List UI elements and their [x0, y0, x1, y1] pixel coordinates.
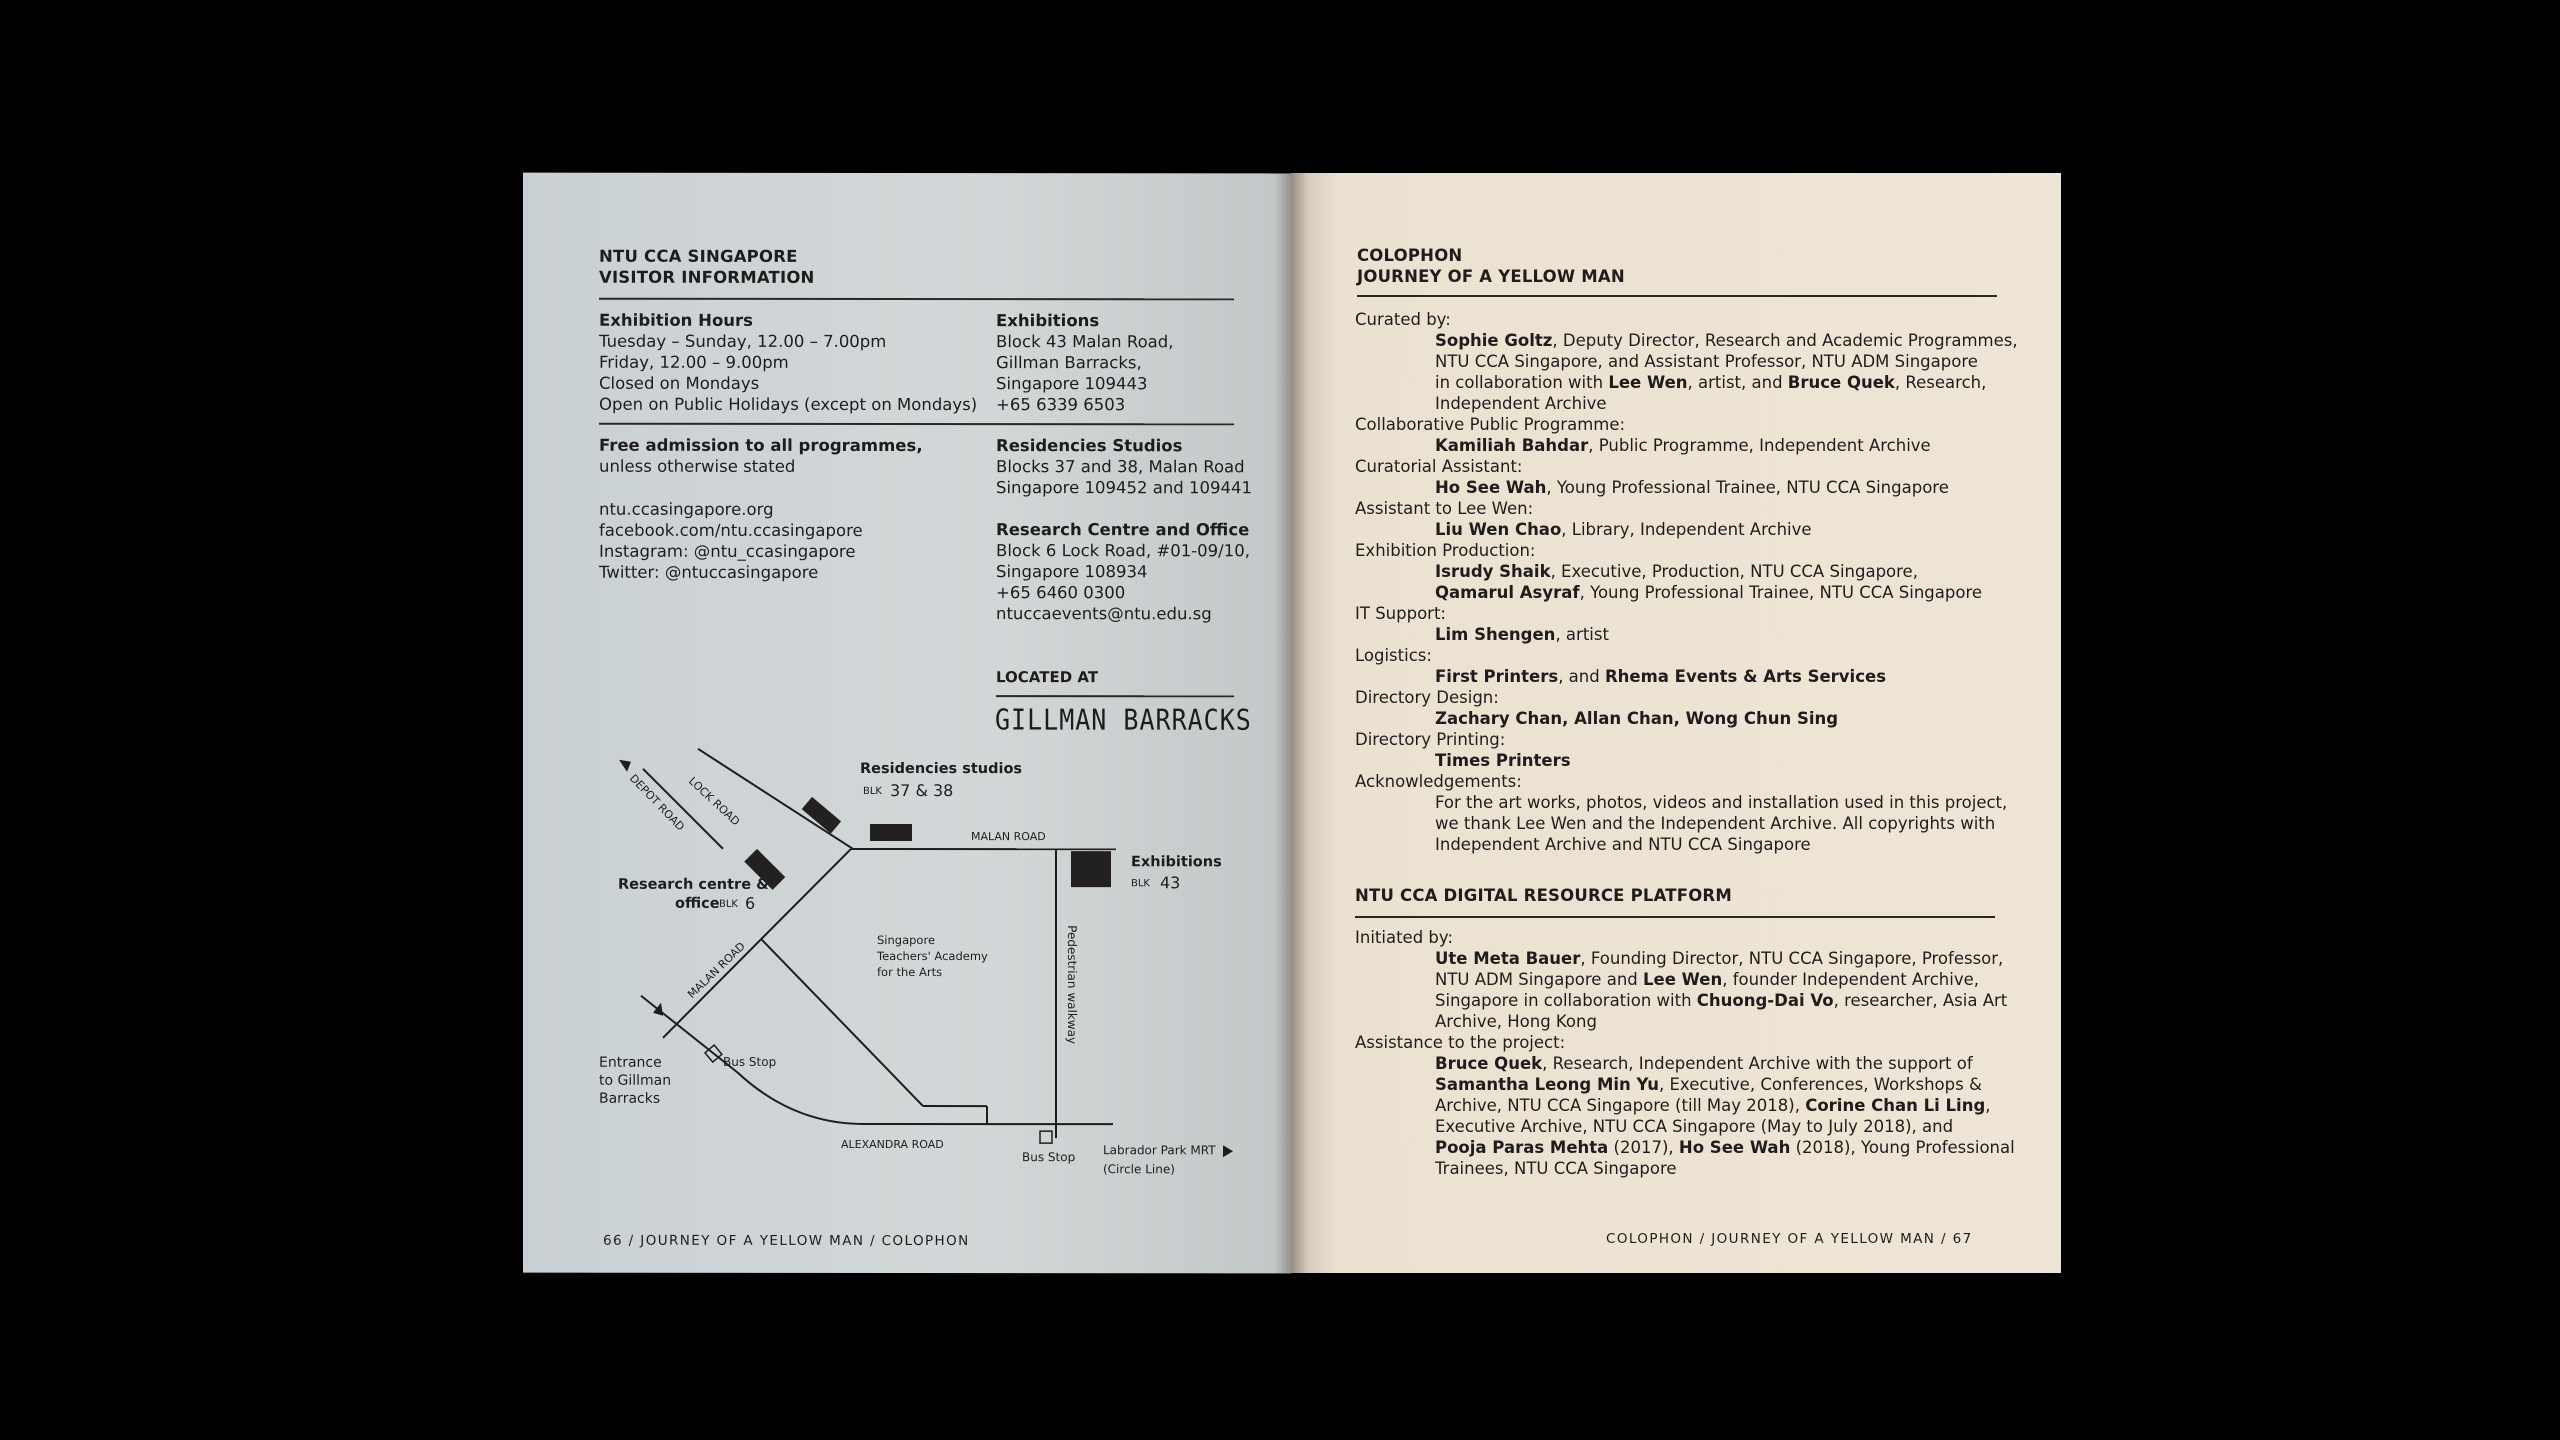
right-title-2: JOURNEY OF A YELLOW MAN [1357, 267, 1625, 286]
credit-line [1355, 666, 2018, 687]
exhibitions-line: Gillman Barracks, [996, 353, 1142, 373]
credit-text: Archive, Hong Kong [1435, 1012, 1597, 1031]
entrance-arrow-icon [653, 1003, 663, 1016]
credit-label: Assistant to Lee Wen: [1355, 499, 1534, 518]
map-exhibitions-num: 43 [1160, 873, 1181, 893]
platform-credits [1355, 927, 2015, 1179]
credit-line [1355, 969, 2015, 990]
credit-line [1355, 519, 2018, 540]
research-heading: Research Centre and Office [996, 520, 1250, 540]
credit-text: (2017), [1608, 1138, 1679, 1157]
credit-label: Initiated by: [1355, 928, 1454, 947]
book-gutter [1274, 173, 1308, 1273]
platform-title: NTU CCA DIGITAL RESOURCE PLATFORM [1355, 886, 1732, 905]
left-title-2: VISITOR INFORMATION [599, 267, 815, 287]
credit-text: , artist, and [1687, 373, 1788, 392]
credit-line [1355, 792, 2018, 813]
research-line: +65 6460 0300 [996, 583, 1126, 603]
credit-text: NTU ADM Singapore and [1435, 970, 1643, 989]
credit-label: Directory Design: [1355, 688, 1499, 707]
credit-text: , Founding Director, NTU CCA Singapore, Professor, [1580, 949, 2004, 968]
admission-heading: Free admission to all programmes, [599, 435, 923, 456]
map-alexandra-road: ALEXANDRA ROAD [841, 1137, 944, 1152]
map-academy-line: Singapore [877, 932, 936, 948]
credit-label: Exhibition Production: [1355, 541, 1536, 560]
credit-name: Zachary Chan, Allan Chan, Wong Chun Sing [1435, 709, 1839, 728]
credit-name: Rhema Events & Arts Services [1604, 667, 1887, 686]
credit-text: , [1985, 1096, 1991, 1115]
credit-text: , Research, Independent Archive with the support of [1542, 1054, 1973, 1073]
credit-name: Lee Wen [1643, 970, 1723, 989]
credit-name: Kamiliah Bahdar [1435, 436, 1589, 455]
credit-text: NTU CCA Singapore, and Assistant Professor, NTU ADM Singapore [1435, 352, 1978, 371]
map-depot-road: DEPOT ROAD [626, 771, 687, 834]
credit-text: , Deputy Director, Research and Academic Programmes, [1552, 331, 2018, 350]
credit-line [1355, 813, 2018, 834]
credit-text: , artist [1555, 625, 1609, 644]
credit-line [1355, 750, 2018, 771]
exhibitions-line: Block 43 Malan Road, [996, 332, 1174, 352]
left-page [523, 173, 1291, 1274]
map-lock-road: LOCK ROAD [685, 774, 743, 829]
instagram-link[interactable]: Instagram: @ntu_ccasingapore [599, 541, 856, 561]
exhibitions-line: +65 6339 6503 [996, 395, 1126, 415]
research-line: Singapore 108934 [996, 562, 1148, 582]
depot-road-arrow-icon [619, 760, 631, 772]
map-academy-line: Teachers' Academy [877, 948, 988, 964]
credit-line [1355, 1116, 2015, 1137]
credit-text: in collaboration with [1435, 373, 1609, 392]
right-title-rule [1357, 295, 1997, 297]
map-residencies-label: Residencies studios [860, 760, 1023, 778]
credit-text: , founder Independent Archive, [1722, 970, 1979, 989]
map-research-num: 6 [745, 893, 756, 913]
credit-name: Qamarul Asyraf [1435, 583, 1580, 602]
credit-line [1355, 834, 2018, 855]
credit-text: Independent Archive and NTU CCA Singapore [1435, 835, 1811, 854]
credit-label: Collaborative Public Programme: [1355, 415, 1626, 434]
colophon-credits [1355, 309, 2018, 855]
credit-line [1355, 351, 2018, 372]
hours-line: Open on Public Holidays (except on Mondays) [599, 394, 978, 415]
exhibitions-line: Singapore 109443 [996, 374, 1148, 394]
credit-name: Corine Chan Li Ling [1805, 1096, 1986, 1115]
map-mrt-line-2: (Circle Line) [1103, 1162, 1175, 1177]
credit-label: Logistics: [1355, 646, 1432, 665]
credit-text: Independent Archive [1435, 394, 1607, 413]
inner-road-line [761, 939, 923, 1106]
credit-text: For the art works, photos, videos and installation used in this project, [1435, 793, 2008, 812]
lock-road-line [649, 749, 851, 850]
lock-road-line [648, 753, 853, 853]
credit-text: we thank Lee Wen and the Independent Archive. All copyrights with [1435, 814, 1996, 833]
right-page-footer: COLOPHON / JOURNEY OF A YELLOW MAN / 67 [1606, 1231, 1973, 1247]
hours-line: Closed on Mondays [599, 373, 760, 393]
research-line: Block 6 Lock Road, #01-09/10, [996, 541, 1250, 561]
located-at-label: LOCATED AT [996, 668, 1099, 687]
credit-name: Isrudy Shaik [1435, 562, 1551, 581]
credit-text: , Executive, Production, NTU CCA Singapore, [1550, 562, 1918, 581]
credit-label: Acknowledgements: [1355, 772, 1522, 791]
map-residencies-num: 37 & 38 [890, 780, 954, 801]
exhibitions-heading: Exhibitions [996, 311, 1100, 331]
credit-text: , researcher, Asia Art [1833, 991, 2008, 1010]
facebook-link[interactable]: facebook.com/ntu.ccasingapore [599, 520, 863, 540]
credit-line [1355, 1137, 2015, 1158]
credit-text: Trainees, NTU CCA Singapore [1435, 1159, 1677, 1178]
credit-text: , Executive, Conferences, Workshops & [1659, 1075, 1982, 1094]
twitter-link[interactable]: Twitter: @ntuccasingapore [599, 562, 819, 582]
exhibitions-building [1071, 851, 1111, 887]
credit-name: Ho See Wah [1435, 478, 1547, 497]
website-link[interactable]: ntu.ccasingapore.org [599, 499, 774, 519]
map-entrance-line: to Gillman [599, 1072, 672, 1089]
residencies-line: Blocks 37 and 38, Malan Road [996, 457, 1245, 477]
credit-label: Curated by: [1355, 310, 1451, 329]
credit-text: , Young Professional Trainee, NTU CCA Singapore [1579, 583, 1983, 602]
credit-name: Ute Meta Bauer [1435, 949, 1581, 968]
map-entrance-line: Entrance [599, 1054, 662, 1071]
credit-text: , Research, [1894, 373, 1987, 392]
map-malan-road-top: MALAN ROAD [971, 830, 1046, 844]
credit-text: Executive Archive, NTU CCA Singapore (May to July 2018), and [1435, 1117, 1954, 1136]
credit-line [1355, 393, 2018, 414]
residencies-heading: Residencies Studios [996, 436, 1183, 456]
credit-text: , Young Professional Trainee, NTU CCA Singapore [1546, 478, 1949, 497]
research-email[interactable]: ntuccaevents@ntu.edu.sg [996, 604, 1212, 624]
right-title-1: COLOPHON [1357, 246, 1463, 265]
bus-stop-2-marker [1040, 1131, 1052, 1143]
credit-name: Times Printers [1435, 751, 1571, 770]
credit-text: , Library, Independent Archive [1561, 520, 1812, 539]
credit-text: Singapore in collaboration with [1435, 991, 1697, 1010]
credit-line [1355, 1095, 2015, 1116]
credit-name: Chuong-Dai Vo [1696, 991, 1834, 1010]
credit-name: Bruce Quek [1435, 1054, 1543, 1073]
credit-line [1355, 435, 2018, 456]
credit-text: Archive, NTU CCA Singapore (till May 2018), [1435, 1096, 1806, 1115]
left-page-footer: 66 / JOURNEY OF A YELLOW MAN / COLOPHON [603, 1232, 970, 1250]
credit-line [1355, 372, 2018, 393]
platform-rule [1355, 916, 1995, 918]
mrt-arrow-icon [1223, 1145, 1233, 1157]
map-bus-stop-1: Bus Stop [723, 1054, 777, 1069]
map-pedestrian-walkway: Pedestrian walkway [1065, 925, 1079, 1045]
hours-heading: Exhibition Hours [599, 310, 754, 330]
map-research-label-1: Research centre & [618, 876, 769, 893]
hours-line: Tuesday – Sunday, 12.00 – 7.00pm [599, 331, 887, 351]
credit-line [1355, 1158, 2015, 1179]
credit-name: First Printers [1435, 667, 1559, 686]
map-research-blk: BLK [719, 898, 738, 910]
credit-text: (2018), Young Professional [1790, 1138, 2015, 1157]
admission-line: unless otherwise stated [599, 456, 796, 476]
credit-line [1355, 1053, 2015, 1074]
map-entrance-line: Barracks [599, 1090, 661, 1107]
credit-line [1355, 582, 2018, 603]
hours-line: Friday, 12.00 – 9.00pm [599, 352, 789, 372]
credit-line [1355, 990, 2015, 1011]
right-page [1291, 173, 2061, 1273]
residencies-line: Singapore 109452 and 109441 [996, 478, 1252, 498]
credit-line [1355, 477, 2018, 498]
credit-name: Lee Wen [1608, 373, 1688, 392]
credit-name: Ho See Wah [1678, 1138, 1791, 1157]
credit-name: Sophie Goltz [1435, 331, 1553, 350]
gillman-barracks-logo: GILLMAN BARRACKS [995, 703, 1252, 737]
map-research-label-2: office [675, 895, 720, 912]
credit-label: Assistance to the project: [1355, 1033, 1566, 1052]
credit-label: IT Support: [1355, 604, 1446, 623]
credit-line [1355, 708, 2018, 729]
credit-text: , and [1558, 667, 1605, 686]
credit-line [1355, 948, 2015, 969]
map-exhibitions-blk: BLK [1131, 878, 1150, 890]
map-malan-road-diagonal: MALAN ROAD [685, 939, 748, 1001]
credit-label: Directory Printing: [1355, 730, 1506, 749]
credit-line [1355, 1011, 2015, 1032]
residencies-building-blk37 [870, 824, 912, 841]
credit-line [1355, 1074, 2015, 1095]
map-bus-stop-2: Bus Stop [1022, 1150, 1076, 1165]
credit-name: Liu Wen Chao [1435, 520, 1562, 539]
map-mrt-line-1: Labrador Park MRT [1103, 1143, 1216, 1158]
map-residencies-blk: BLK [863, 785, 882, 797]
credit-text: , Public Programme, Independent Archive [1588, 436, 1931, 455]
map-exhibitions-label: Exhibitions [1131, 854, 1222, 871]
left-title-1: NTU CCA SINGAPORE [599, 246, 798, 266]
credit-line [1355, 330, 2018, 351]
credit-name: Lim Shengen [1435, 625, 1556, 644]
location-map [523, 173, 1291, 1274]
credit-name: Bruce Quek [1787, 373, 1895, 392]
credit-label: Curatorial Assistant: [1355, 457, 1523, 476]
map-academy-line: for the Arts [877, 964, 943, 980]
credit-name: Samantha Leong Min Yu [1435, 1075, 1660, 1094]
credit-name: Pooja Paras Mehta [1435, 1138, 1609, 1157]
credit-line [1355, 624, 2018, 645]
credit-line [1355, 561, 2018, 582]
